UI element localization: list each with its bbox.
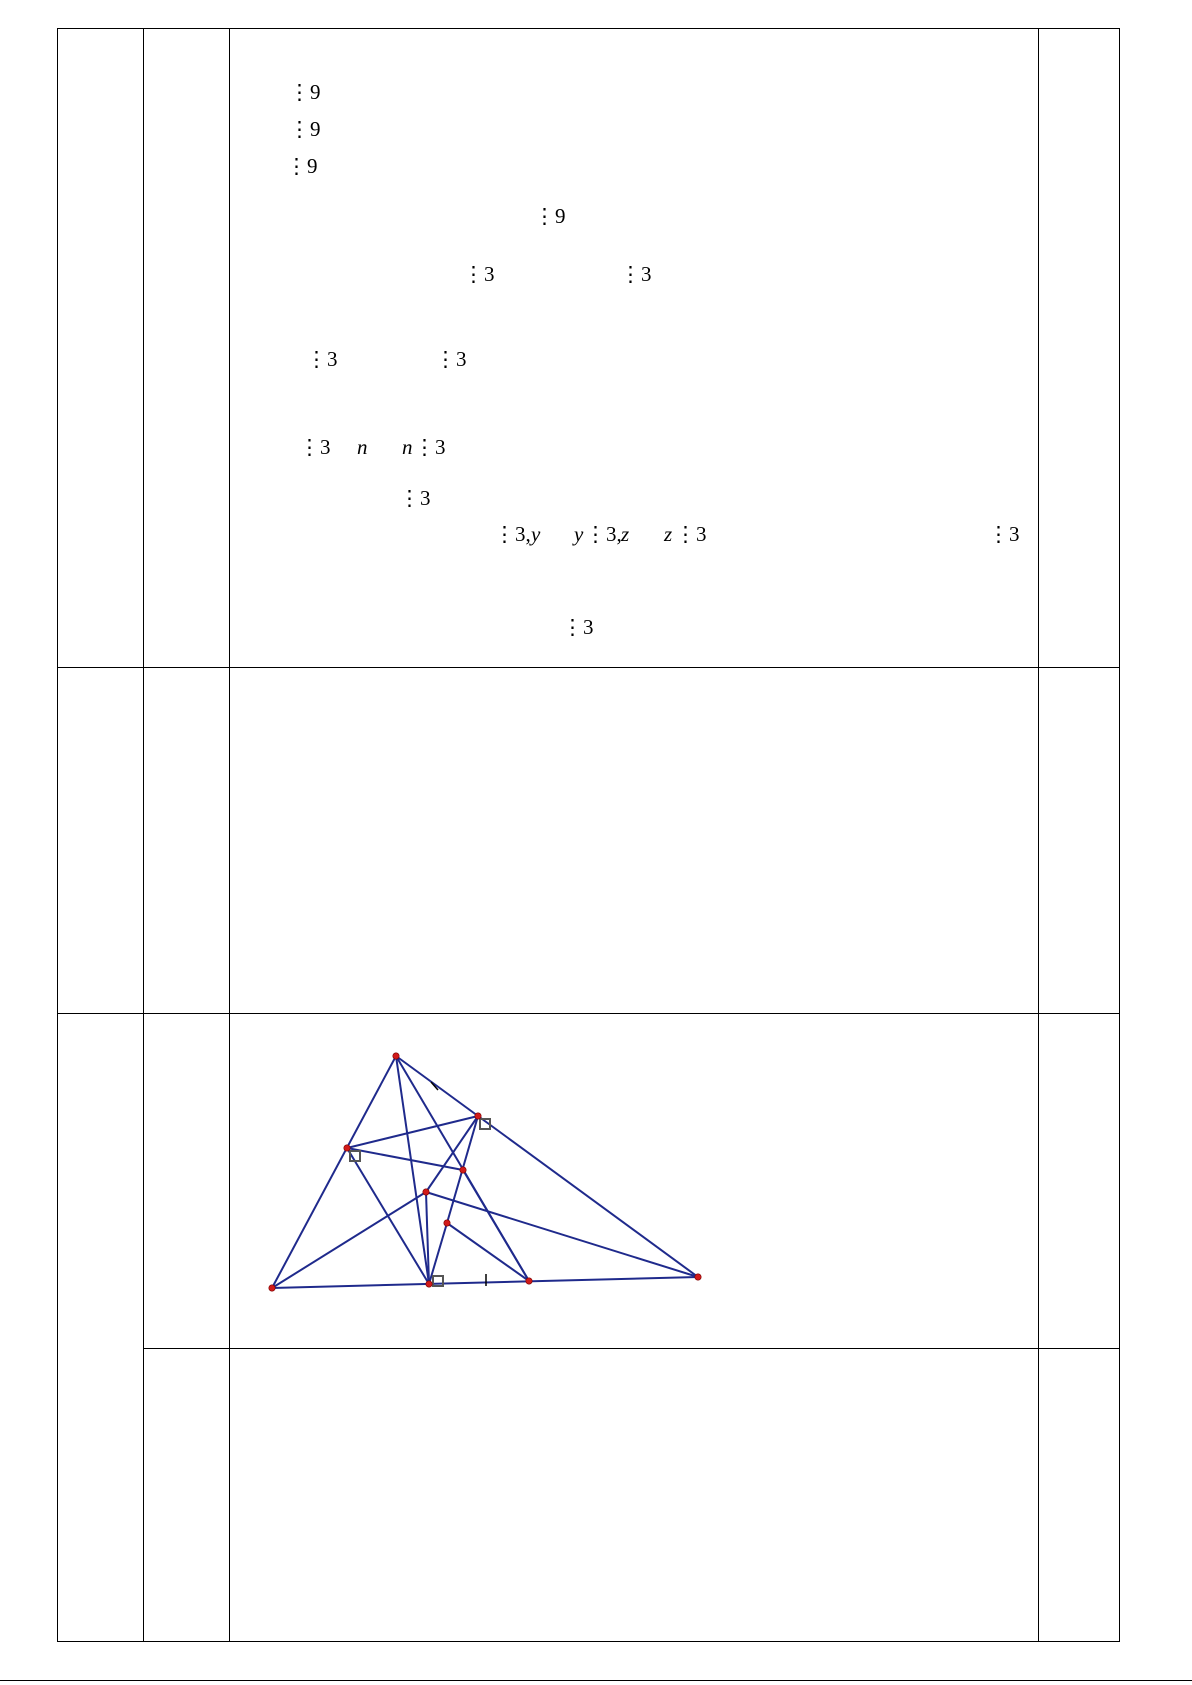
figure-segment	[272, 1056, 396, 1288]
variable-y-2: y	[574, 522, 584, 546]
figure-point	[393, 1053, 399, 1059]
table-left-border	[57, 28, 58, 1642]
variable-n-2: n	[402, 435, 413, 459]
variable-z-2: z	[664, 522, 673, 546]
figure-point	[426, 1281, 432, 1287]
divisibility-line-8: ⋮3	[399, 486, 431, 510]
figure-segment	[447, 1223, 529, 1281]
figure-segment	[429, 1223, 447, 1284]
row-divider-3	[143, 1348, 1120, 1349]
divisibility-line-7b: ⋮3	[414, 435, 446, 459]
figure-segment	[272, 1277, 698, 1288]
table-bottom-border	[57, 1641, 1120, 1642]
figure-segment	[463, 1170, 529, 1281]
figure-point	[475, 1113, 481, 1119]
figure-point	[344, 1145, 350, 1151]
figure-segment	[396, 1056, 429, 1284]
figure-segment	[426, 1192, 698, 1277]
row-divider-1	[57, 667, 1120, 668]
figure-point	[460, 1167, 466, 1173]
figure-segment	[347, 1148, 463, 1170]
figure-point	[444, 1220, 450, 1226]
variable-n-1: n	[357, 435, 368, 459]
divisibility-line-5a: ⋮3	[463, 262, 495, 286]
divisibility-line-9a: ⋮3,	[494, 522, 531, 546]
divisibility-line-6b: ⋮3	[435, 347, 467, 371]
divisibility-line-2: ⋮9	[289, 117, 321, 141]
figure-lines	[272, 1056, 698, 1288]
divisibility-line-9c: ⋮3	[675, 522, 707, 546]
divisibility-line-10: ⋮3	[562, 615, 594, 639]
figure-point	[695, 1274, 701, 1280]
divisibility-line-4: ⋮9	[534, 204, 566, 228]
triangle-figure	[268, 1048, 708, 1298]
divisibility-line-3: ⋮9	[286, 154, 318, 178]
divisibility-line-7a: ⋮3	[299, 435, 331, 459]
table-top-border	[57, 28, 1120, 29]
divisibility-line-6a: ⋮3	[306, 347, 338, 371]
table-right-border	[1119, 28, 1120, 1642]
divisibility-line-9d: ⋮3	[988, 522, 1020, 546]
variable-y-1: y	[531, 522, 541, 546]
figure-markers	[350, 1082, 490, 1286]
column-divider-3	[1038, 28, 1039, 1642]
variable-z-1: z	[621, 522, 630, 546]
divisibility-line-1: ⋮9	[289, 80, 321, 104]
row-divider-2	[57, 1013, 1120, 1014]
divisibility-line-9b: ⋮3,	[585, 522, 622, 546]
figure-point	[269, 1285, 275, 1291]
column-divider-2	[229, 28, 230, 1642]
divisibility-line-5b: ⋮3	[620, 262, 652, 286]
figure-point	[526, 1278, 532, 1284]
column-divider-1	[143, 28, 144, 1642]
page-footer-rule	[0, 1680, 1192, 1681]
figure-point	[423, 1189, 429, 1195]
